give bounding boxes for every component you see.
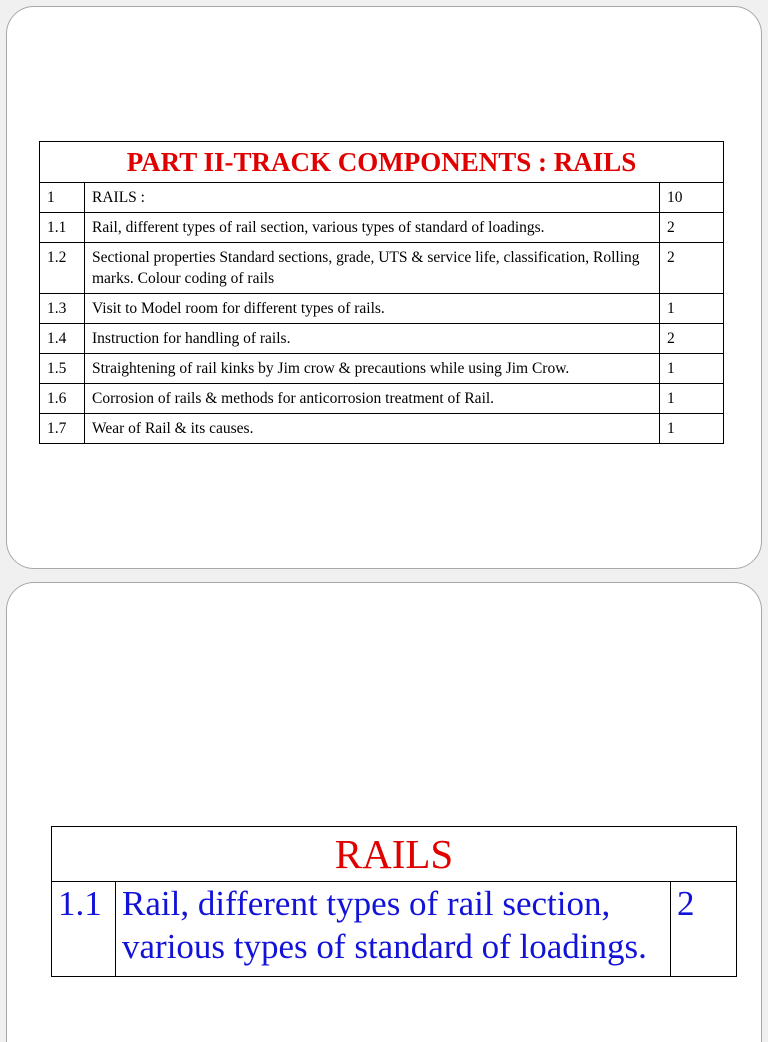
- row-topic: Straightening of rail kinks by Jim crow & precautions while using Jim Crow.: [85, 354, 660, 384]
- row-topic: Rail, different types of rail section, various types of standard of loadings.: [85, 213, 660, 243]
- row-number: 1: [40, 183, 85, 213]
- detail-title: RAILS: [52, 827, 737, 882]
- table-row: [40, 414, 724, 444]
- row-topic: Instruction for handling of rails.: [85, 324, 660, 354]
- row-topic: RAILS :: [85, 183, 660, 213]
- row-hours: 1: [660, 354, 724, 384]
- table-row: [40, 243, 724, 294]
- row-hours: 2: [671, 882, 737, 977]
- row-hours: 1: [660, 414, 724, 444]
- row-hours: 2: [660, 324, 724, 354]
- row-number: 1.1: [40, 213, 85, 243]
- table-title-row: [40, 142, 724, 183]
- table-row: [40, 183, 724, 213]
- row-number: 1.6: [40, 384, 85, 414]
- rails-detail-table: [51, 826, 737, 977]
- table-row: [40, 213, 724, 243]
- row-hours: 2: [660, 213, 724, 243]
- row-hours: 10: [660, 183, 724, 213]
- row-topic: Sectional properties Standard sections, grade, UTS & service life, classification, Rolling marks. Colour coding of rails: [85, 243, 660, 294]
- syllabus-table: [39, 141, 724, 444]
- row-topic: Visit to Model room for different types of rails.: [85, 294, 660, 324]
- table-title: PART II-TRACK COMPONENTS : RAILS: [40, 142, 724, 183]
- row-number: 1.2: [40, 243, 85, 294]
- row-number: 1.1: [52, 882, 116, 977]
- table-row: [52, 882, 737, 977]
- row-topic: Rail, different types of rail section, various types of standard of loadings.: [116, 882, 671, 977]
- table-row: [40, 324, 724, 354]
- row-hours: 1: [660, 294, 724, 324]
- row-hours: 2: [660, 243, 724, 294]
- table-row: [40, 354, 724, 384]
- detail-title-row: [52, 827, 737, 882]
- row-hours: 1: [660, 384, 724, 414]
- row-number: 1.3: [40, 294, 85, 324]
- row-number: 1.4: [40, 324, 85, 354]
- syllabus-table-body: [40, 183, 724, 444]
- row-topic: Wear of Rail & its causes.: [85, 414, 660, 444]
- row-number: 1.7: [40, 414, 85, 444]
- table-row: [40, 384, 724, 414]
- slide-1: [6, 6, 762, 569]
- row-number: 1.5: [40, 354, 85, 384]
- row-topic: Corrosion of rails & methods for anticorrosion treatment of Rail.: [85, 384, 660, 414]
- slide-2: [6, 582, 762, 1042]
- table-row: [40, 294, 724, 324]
